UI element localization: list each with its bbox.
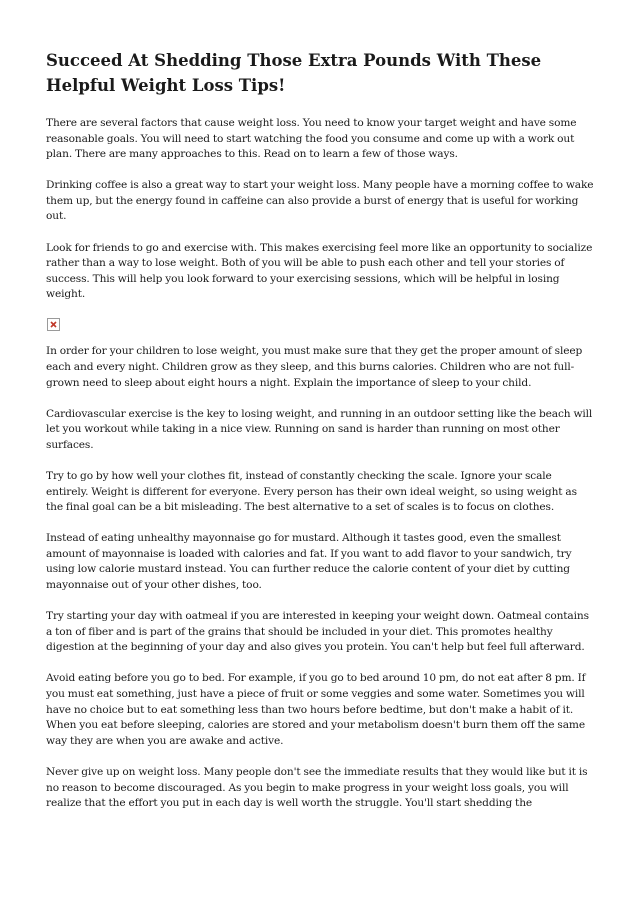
- paragraph-children-sleep: In order for your children to lose weight, you must make sure that they get the proper amount of sleep each and every night. Children grow as they sleep, and this burns calories. Children who are not full-grown need to sleep about eight hours a night. Explain the importance of sleep to your child.: [46, 345, 583, 389]
- paragraph-friends: Look for friends to go and exercise with. This makes exercising feel more like an opportunity to socialize rather than a way to lose weight. Both of you will be able to push each other and tell your stories of success. This will help you look forward to your exercising sessions, which will be helpful in losing weight.: [46, 241, 593, 301]
- paragraph-oatmeal: Try starting your day with oatmeal if you are interested in keeping your weight down. Oatmeal contains a ton of fiber and is part of the grains that should be included in your diet. This promotes healthy digestion at the beginning of your day and also gives you protein. You can't help but feel full afterward.: [46, 610, 589, 654]
- paragraph-coffee: Drinking coffee is also a great way to start your weight loss. Many people have a morning coffee to wake them up, but the energy found in caffeine can also provide a burst of energy that is useful for working out.: [46, 179, 594, 223]
- paragraph-intro: There are several factors that cause weight loss. You need to know your target weight and have some reasonable goals. You will need to start watching the food you consume and come up with a work out plan. There are many approaches to this. Read on to learn a few of those ways.: [46, 117, 577, 161]
- title-line-1: Succeed At Shedding Those Extra Pounds With These: [46, 51, 542, 70]
- document-page: [46, 48, 594, 827]
- paragraph-clothes: Try to go by how well your clothes fit, instead of constantly checking the scale. Ignore your scale entirely. Weight is different for everyone. Every person has their own ideal weight, so using weight as the final goal can be a bit misleading. The best alternative to a set of scales is to focus on clothes.: [46, 470, 577, 514]
- page-title: [46, 48, 594, 98]
- paragraph-cardio: Cardiovascular exercise is the key to losing weight, and running in an outdoor setting like the beach will let you workout while taking in a nice view. Running on sand is harder than running on most other surfaces.: [46, 407, 593, 451]
- broken-image-icon: [47, 318, 60, 331]
- title-line-2: Helpful Weight Loss Tips!: [46, 76, 286, 95]
- paragraph-bedtime: Avoid eating before you go to bed. For example, if you go to bed around 10 pm, do not eat after 8 pm. If you must eat something, just have a piece of fruit or some veggies and some water. Sometimes you will have no choice but to eat something less than two hours before bedtime, but don't make a habit of it. When you eat before sleeping, calories are stored and your metabolism doesn't burn them off the same way they are when you are awake and active.: [46, 672, 586, 747]
- paragraph-never-give-up: Never give up on weight loss. Many people don't see the immediate results that they would like but it is no reason to become discouraged. As you begin to make progress in your weight loss goals, you will realize that the effort you put in each day is well worth the struggle. You'll start shedding the: [46, 765, 588, 810]
- paragraph-mustard: Instead of eating unhealthy mayonnaise go for mustard. Although it tastes good, even the smallest amount of mayonnaise is loaded with calories and fat. If you want to add flavor to your sandwich, try using low calorie mustard instead. You can further reduce the calorie content of your diet by cutting mayonnaise out of your other dishes, too.: [46, 532, 572, 592]
